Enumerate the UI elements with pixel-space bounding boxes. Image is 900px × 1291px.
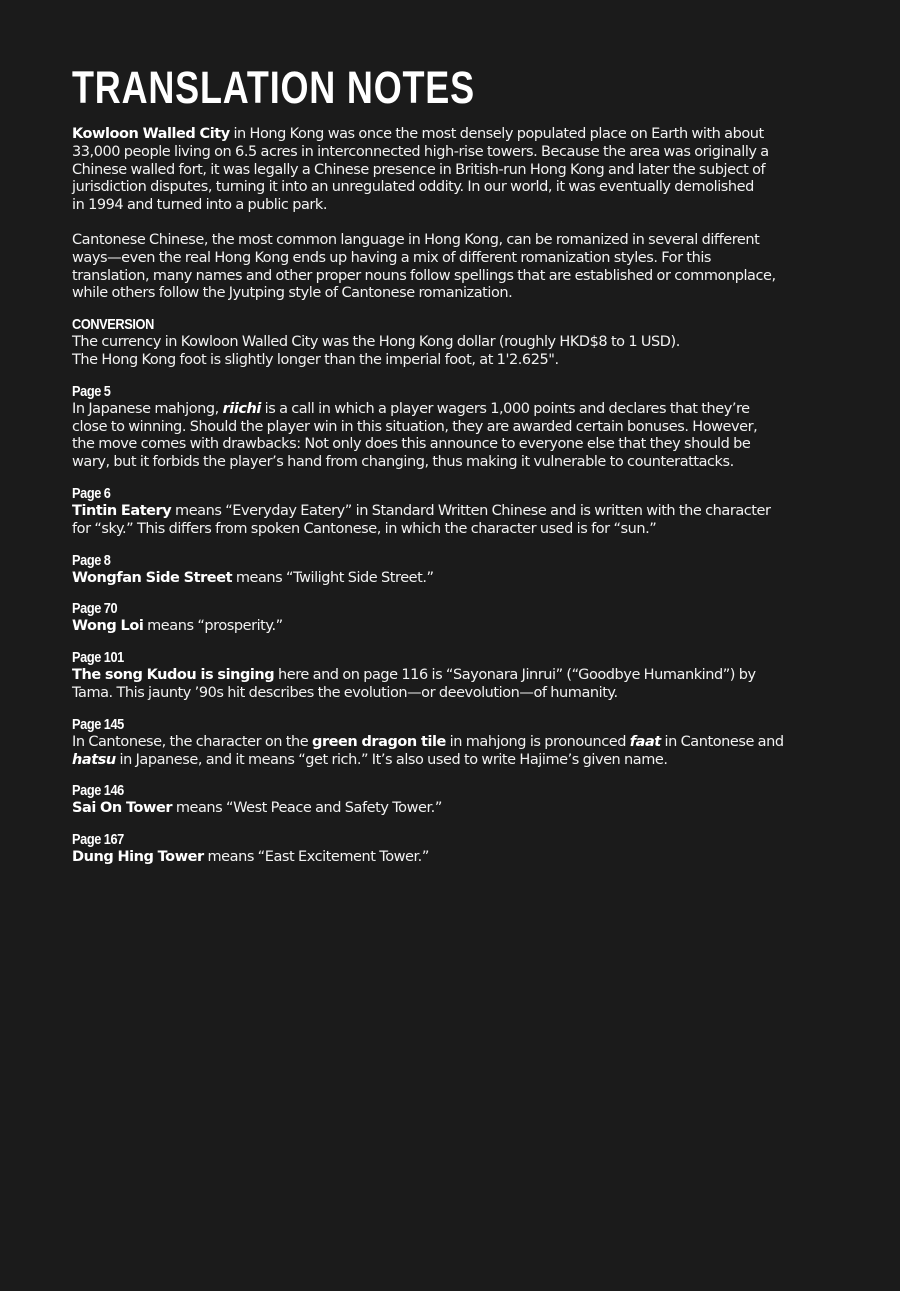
- text-line: In Japanese mahjong, riichi is a call in which a player wagers 1,000 points and declares that they’re: [72, 400, 750, 417]
- conversion-section: [72, 316, 828, 370]
- note-page-101: [72, 649, 828, 703]
- text-line: jurisdiction disputes, turning it into an unregulated oddity. In our world, it was eventually demolished: [72, 179, 754, 196]
- note-heading: Page 70: [72, 600, 118, 618]
- text-line: Dung Hing Tower means “East Excitement Tower.”: [72, 849, 429, 866]
- text-line: Chinese walled fort, it was legally a Chinese presence in British-run Hong Kong and later the subject of: [72, 161, 766, 178]
- note-page-167: [72, 831, 828, 867]
- text-line: wary, but it forbids the player’s hand from changing, thus making it vulnerable to counterattacks.: [72, 454, 734, 471]
- text-line: translation, many names and other proper nouns follow spellings that are established or commonplace,: [72, 267, 776, 284]
- note-heading: Page 101: [72, 649, 124, 667]
- note-heading: Page 6: [72, 484, 111, 502]
- text-line: Tama. This jaunty ’90s hit describes the evolution—or deevolution—of humanity.: [72, 684, 618, 701]
- note-heading: Page 145: [72, 715, 124, 733]
- term-hatsu: hatsu: [72, 751, 116, 768]
- text-line: the move comes with drawbacks: Not only does this announce to everyone else that they should be: [72, 436, 751, 453]
- text-line: while others follow the Jyutping style of Cantonese romanization.: [72, 285, 513, 302]
- text-line: Kowloon Walled City in Hong Kong was once the most densely populated place on Earth with about: [72, 126, 764, 142]
- term-riichi: riichi: [222, 400, 261, 417]
- conversion-heading: CONVERSION: [72, 316, 154, 334]
- note-heading: Page 167: [72, 831, 124, 849]
- text-line: in 1994 and turned into a public park.: [72, 197, 328, 214]
- term-faat: faat: [629, 733, 661, 750]
- text-line: for “sky.” This differs from spoken Cantonese, in which the character used is for “sun.”: [72, 520, 657, 537]
- text-line: hatsu in Japanese, and it means “get rich.” It’s also used to write Hajime’s given name.: [72, 751, 668, 768]
- term-kowloon-walled-city: Kowloon Walled City: [72, 126, 230, 142]
- note-page-70: [72, 600, 828, 636]
- term-tintin-eatery: Tintin Eatery: [72, 502, 172, 519]
- text-line: The Hong Kong foot is slightly longer than the imperial foot, at 1'2.625".: [72, 351, 559, 368]
- note-page-5: [72, 383, 828, 472]
- text-line: Wong Loi means “prosperity.”: [72, 618, 283, 635]
- term-wong-loi: Wong Loi: [72, 618, 144, 635]
- text-line: The song Kudou is singing here and on page 116 is “Sayonara Jinrui” (“Goodbye Humankind”) by: [72, 667, 756, 684]
- term-sai-on-tower: Sai On Tower: [72, 800, 173, 817]
- text-line: ways—even the real Hong Kong ends up having a mix of different romanization styles. For this: [72, 249, 712, 266]
- note-page-6: [72, 485, 828, 539]
- text-line: Tintin Eatery means “Everyday Eatery” in Standard Written Chinese and is written with the character: [72, 502, 771, 519]
- note-heading: Page 8: [72, 551, 111, 569]
- intro-paragraph-cantonese: [72, 232, 828, 303]
- page-title: TRANSLATION NOTES: [72, 62, 475, 113]
- note-page-145: [72, 716, 828, 770]
- text-line: The currency in Kowloon Walled City was the Hong Kong dollar (roughly HKD$8 to 1 USD).: [72, 334, 680, 351]
- text-line: Sai On Tower means “West Peace and Safety Tower.”: [72, 800, 442, 817]
- term-wongfan-side-street: Wongfan Side Street: [72, 569, 233, 586]
- note-heading: Page 146: [72, 782, 124, 800]
- term-green-dragon-tile: green dragon tile: [312, 733, 446, 750]
- text-line: Cantonese Chinese, the most common language in Hong Kong, can be romanized in several different: [72, 231, 760, 248]
- text-line: Wongfan Side Street means “Twilight Side Street.”: [72, 569, 434, 586]
- note-page-146: [72, 782, 828, 818]
- text-line: close to winning. Should the player win in this situation, they are awarded certain bonuses. However,: [72, 418, 758, 435]
- term-kudou-song: The song Kudou is singing: [72, 667, 275, 684]
- note-page-8: [72, 552, 828, 588]
- note-heading: Page 5: [72, 382, 111, 400]
- term-dung-hing-tower: Dung Hing Tower: [72, 849, 204, 866]
- intro-paragraph-kowloon: [72, 126, 828, 215]
- text-line: In Cantonese, the character on the green dragon tile in mahjong is pronounced faat in Cantonese and: [72, 733, 784, 750]
- text-line: 33,000 people living on 6.5 acres in interconnected high-rise towers. Because the area was originally a: [72, 143, 769, 160]
